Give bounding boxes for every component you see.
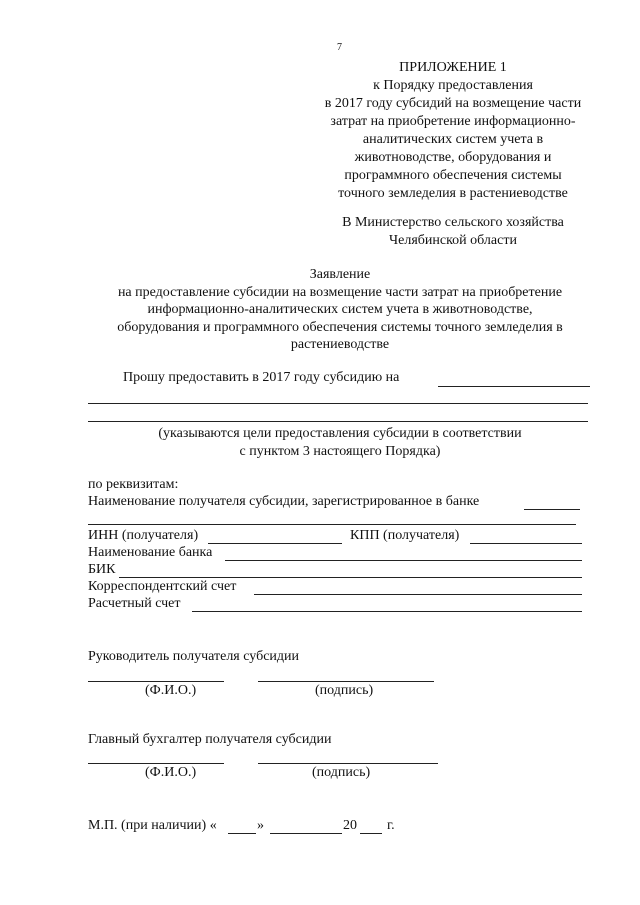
subsidy-purpose-line-2[interactable]: [88, 403, 588, 404]
document-title-line: растениеводстве: [290, 337, 390, 352]
inn-label: ИНН (получателя): [88, 528, 199, 543]
document-title-line: оборудования и программного обеспечения системы точного земледелия в: [117, 319, 563, 335]
document-title-line: на предоставление субсидии на возмещение части затрат на приобретение: [117, 284, 563, 300]
date-month-field[interactable]: [270, 833, 342, 834]
date-day-field[interactable]: [228, 833, 256, 834]
document-title-word: Заявление: [309, 267, 371, 282]
date-year-prefix: 20: [343, 818, 357, 833]
inn-field[interactable]: [208, 543, 342, 544]
date-quote-close: »: [257, 818, 264, 833]
appendix-header: [292, 59, 614, 203]
kpp-label: КПП (получателя): [350, 528, 460, 543]
head-title: Руководитель получателя субсидии: [88, 649, 300, 664]
stamp-label: М.П. (при наличии) «: [88, 818, 217, 833]
accountant-signature-field[interactable]: [258, 763, 438, 764]
kpp-field[interactable]: [470, 543, 582, 544]
bank-name-label: Наименование банка: [88, 545, 213, 560]
accountant-fio-field[interactable]: [88, 763, 224, 764]
head-fio-label: (Ф.И.О.): [145, 683, 197, 698]
recipient-name-field[interactable]: [524, 509, 580, 510]
appendix-line: затрат на приобретение информационно-: [330, 114, 576, 129]
head-signature-field[interactable]: [258, 681, 434, 682]
addressee-block: [292, 214, 614, 250]
head-fio-field[interactable]: [88, 681, 224, 682]
subsidy-purpose-line-3[interactable]: [88, 421, 588, 422]
subsidy-purpose-field[interactable]: [438, 386, 590, 387]
page-number: 7: [337, 42, 342, 53]
addressee-line: В Министерство сельского хозяйства: [342, 215, 564, 230]
recipient-name-label: Наименование получателя субсидии, зарегистрированное в банке: [88, 494, 480, 509]
requisites-intro: по реквизитам:: [88, 477, 179, 492]
purpose-note-line: с пунктом 3 настоящего Порядка): [239, 444, 441, 459]
bank-name-field[interactable]: [225, 560, 582, 561]
bik-label: БИК: [88, 562, 116, 577]
date-year-suffix: г.: [387, 818, 395, 833]
appendix-line: программного обеспечения системы: [344, 168, 562, 183]
appendix-title: ПРИЛОЖЕНИЕ 1: [399, 60, 507, 75]
bik-field[interactable]: [119, 577, 582, 578]
appendix-line: к Порядку предоставления: [373, 78, 533, 93]
request-text: Прошу предоставить в 2017 году субсидию на: [123, 370, 400, 385]
appendix-line: в 2017 году субсидий на возмещение части: [324, 96, 582, 111]
appendix-line: точного земледелия в растениеводстве: [338, 186, 568, 201]
accountant-title: Главный бухгалтер получателя субсидии: [88, 732, 332, 747]
date-year-field[interactable]: [360, 833, 382, 834]
corr-account-field[interactable]: [254, 594, 582, 595]
accountant-fio-label: (Ф.И.О.): [145, 765, 197, 780]
accountant-signature-label: (подпись): [312, 765, 371, 780]
appendix-line: аналитических систем учета в: [362, 132, 544, 147]
document-title-line: информационно-аналитических систем учета в животноводстве,: [147, 302, 533, 317]
purpose-note: [100, 425, 580, 461]
recipient-name-field-line-2[interactable]: [88, 524, 576, 525]
head-signature-label: (подпись): [315, 683, 374, 698]
corr-account-label: Корреспондентский счет: [88, 579, 237, 594]
addressee-line: Челябинской области: [389, 233, 517, 248]
settlement-account-label: Расчетный счет: [88, 596, 181, 611]
settlement-account-field[interactable]: [192, 611, 582, 612]
purpose-note-line: (указываются цели предоставления субсидии в соответствии: [158, 426, 522, 441]
appendix-line: животноводстве, оборудования и: [354, 150, 552, 165]
document-title: [78, 266, 602, 354]
